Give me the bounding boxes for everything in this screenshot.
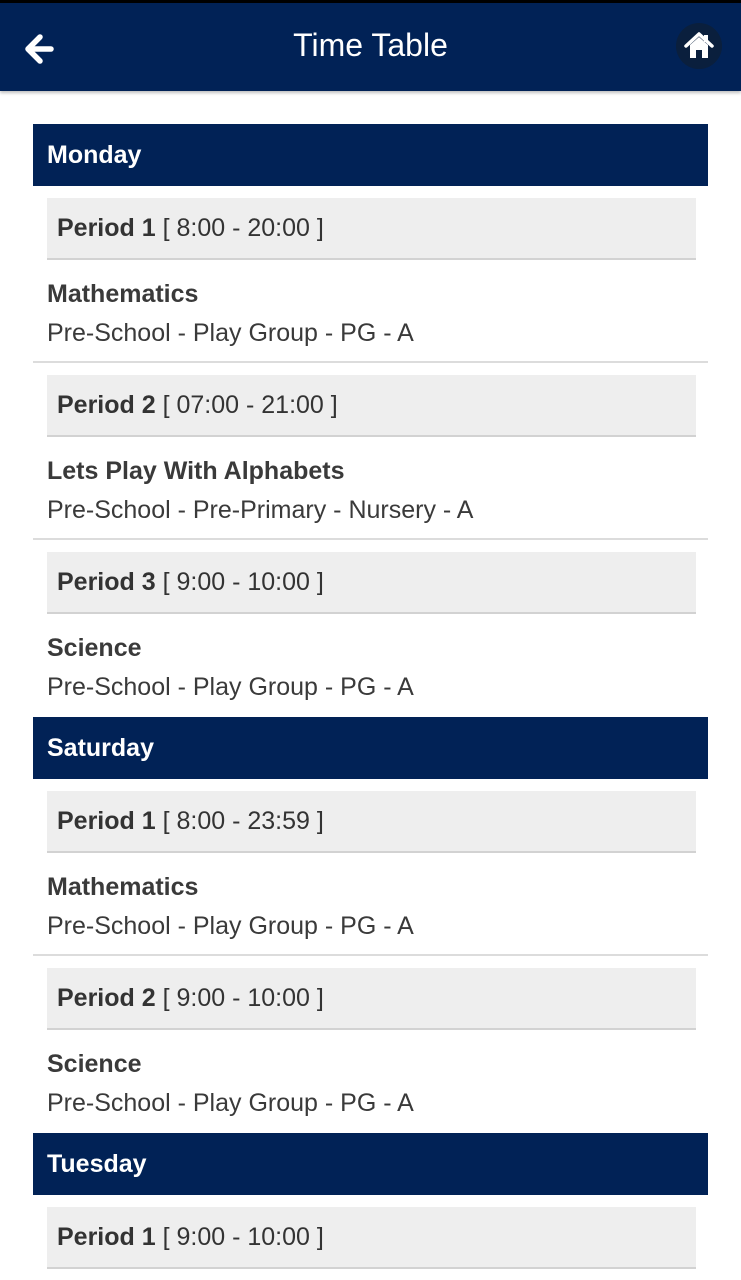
day-header-monday: Monday	[33, 124, 708, 186]
period-time: [ 07:00 - 21:00 ]	[162, 391, 338, 419]
period-row[interactable]	[47, 375, 696, 437]
period-label: Period 2	[57, 984, 156, 1012]
period-time: [ 9:00 - 10:00 ]	[162, 1223, 324, 1251]
subject-name: Mathematics	[47, 280, 199, 308]
period-label: Period 1	[57, 1223, 156, 1251]
class-name: Pre-School - Pre-Primary - Nursery - A	[47, 496, 474, 524]
home-icon	[683, 30, 715, 62]
period-label: Period 1	[57, 214, 156, 242]
period-label: Period 1	[57, 807, 156, 835]
period-row[interactable]	[47, 968, 696, 1030]
period-time: [ 8:00 - 23:59 ]	[162, 807, 324, 835]
period-time: [ 9:00 - 10:00 ]	[162, 568, 324, 596]
page-title: Time Table	[293, 27, 448, 63]
timetable-list	[33, 124, 708, 1269]
list-item[interactable]	[33, 260, 708, 363]
period-label: Period 2	[57, 391, 156, 419]
period-row[interactable]	[47, 198, 696, 260]
class-name: Pre-School - Play Group - PG - A	[47, 673, 414, 701]
subject-name: Science	[47, 634, 142, 662]
period-time: [ 8:00 - 20:00 ]	[162, 214, 324, 242]
subject-name: Mathematics	[47, 873, 199, 901]
subject-name: Lets Play With Alphabets	[47, 457, 345, 485]
class-name: Pre-School - Play Group - PG - A	[47, 1089, 414, 1117]
class-name: Pre-School - Play Group - PG - A	[47, 319, 414, 347]
day-header-saturday: Saturday	[33, 717, 708, 779]
period-row[interactable]	[47, 791, 696, 853]
list-item[interactable]	[33, 614, 708, 717]
app-bar	[0, 3, 741, 91]
class-name: Pre-School - Play Group - PG - A	[47, 912, 414, 940]
day-header-tuesday: Tuesday	[33, 1133, 708, 1195]
subject-name: Science	[47, 1050, 142, 1078]
list-item[interactable]	[33, 1030, 708, 1133]
home-button[interactable]	[676, 23, 722, 69]
period-time: [ 9:00 - 10:00 ]	[162, 984, 324, 1012]
period-row[interactable]	[47, 552, 696, 614]
period-label: Period 3	[57, 568, 156, 596]
list-item[interactable]	[33, 437, 708, 540]
period-row[interactable]	[47, 1207, 696, 1269]
list-item[interactable]	[33, 853, 708, 956]
